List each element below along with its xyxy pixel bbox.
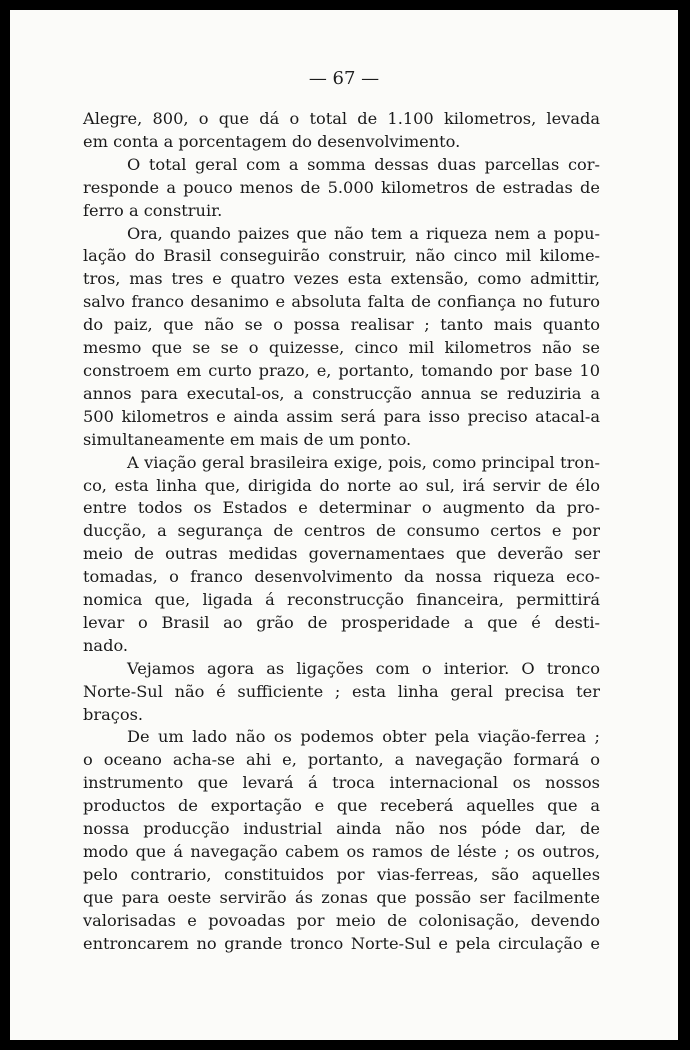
text-line: braços.	[83, 704, 144, 724]
text-line: Vejamos agora as ligações com o interior. O tronco	[127, 658, 600, 678]
text-line: co, esta linha que, dirigida do norte ao sul, irá servir de élo	[83, 475, 600, 495]
text-line: ducção, a segurança de centros de consumo certos e por	[83, 521, 600, 541]
text-line: Ora, quando paizes que não tem a riqueza nem a popu-	[127, 223, 600, 243]
text-line: salvo franco desanimo e absoluta falta de confiança no futuro	[83, 292, 600, 312]
text-line: ferro a construir.	[83, 200, 223, 220]
text-line: em conta a porcentagem do desenvolvimento.	[83, 131, 461, 151]
page-number: — 67 —	[308, 68, 380, 89]
text-line: responde a pouco menos de 5.000 kilometros de estradas de	[83, 177, 600, 197]
text-line: do paiz, que não se o possa realisar ; tanto mais quanto	[83, 315, 600, 335]
text-line: O total geral com a somma dessas duas parcellas cor-	[127, 154, 600, 174]
text-line: entre todos os Estados e determinar o augmento da pro-	[83, 498, 600, 518]
text-line: tros, mas tres e quatro vezes esta extensão, como admittir,	[83, 269, 600, 289]
text-line: De um lado não os podemos obter pela viação-ferrea ;	[127, 727, 600, 747]
text-line: mesmo que se se o quizesse, cinco mil kilometros não se	[83, 338, 600, 358]
text-line: modo que á navegação cabem os ramos de léste ; os outros,	[83, 842, 600, 861]
text-line: Norte-Sul não é sufficiente ; esta linha geral precisa ter	[83, 681, 600, 701]
book-page	[10, 10, 680, 1040]
text-line: 500 kilometros e ainda assim será para isso preciso atacal-a	[83, 406, 600, 426]
text-line: instrumento que levará á troca internacional os nossos	[83, 773, 600, 793]
text-line: que para oeste servirão ás zonas que possão ser facilmente	[83, 887, 600, 907]
text-line: lação do Brasil conseguirão construir, não cinco mil kilome-	[83, 246, 600, 266]
body-text	[83, 108, 600, 956]
text-line: o oceano acha-se ahi e, portanto, a navegação formará o	[83, 750, 600, 770]
text-line: pelo contrario, constituidos por vias-ferreas, são aquelles	[83, 864, 600, 884]
text-line: entroncarem no grande tronco Norte-Sul e pela circulação e	[83, 933, 600, 953]
text-line: tomadas, o franco desenvolvimento da nossa riqueza eco-	[83, 567, 600, 587]
text-line: simultaneamente em mais de um ponto.	[83, 429, 412, 449]
text-line: valorisadas e povoadas por meio de colonisação, devendo	[83, 910, 600, 930]
text-line: nossa producção industrial ainda não nos póde dar, de	[83, 819, 600, 839]
text-line: Alegre, 800, o que dá o total de 1.100 kilometros, levada	[83, 109, 600, 128]
text-line: constroem em curto prazo, e, portanto, tomando por base 10	[83, 360, 600, 380]
text-line: annos para executal-os, a construcção annua se reduziria a	[83, 383, 600, 403]
text-line: nado.	[83, 635, 129, 655]
text-line: levar o Brasil ao grão de prosperidade a que é desti-	[83, 612, 600, 632]
text-line: meio de outras medidas governamentaes que deverão ser	[83, 544, 600, 564]
text-line: A viação geral brasileira exige, pois, como principal tron-	[127, 452, 600, 472]
text-line: productos de exportação e que receberá aquelles que a	[83, 796, 600, 816]
text-line: nomica que, ligada á reconstrucção financeira, permittirá	[83, 590, 600, 610]
